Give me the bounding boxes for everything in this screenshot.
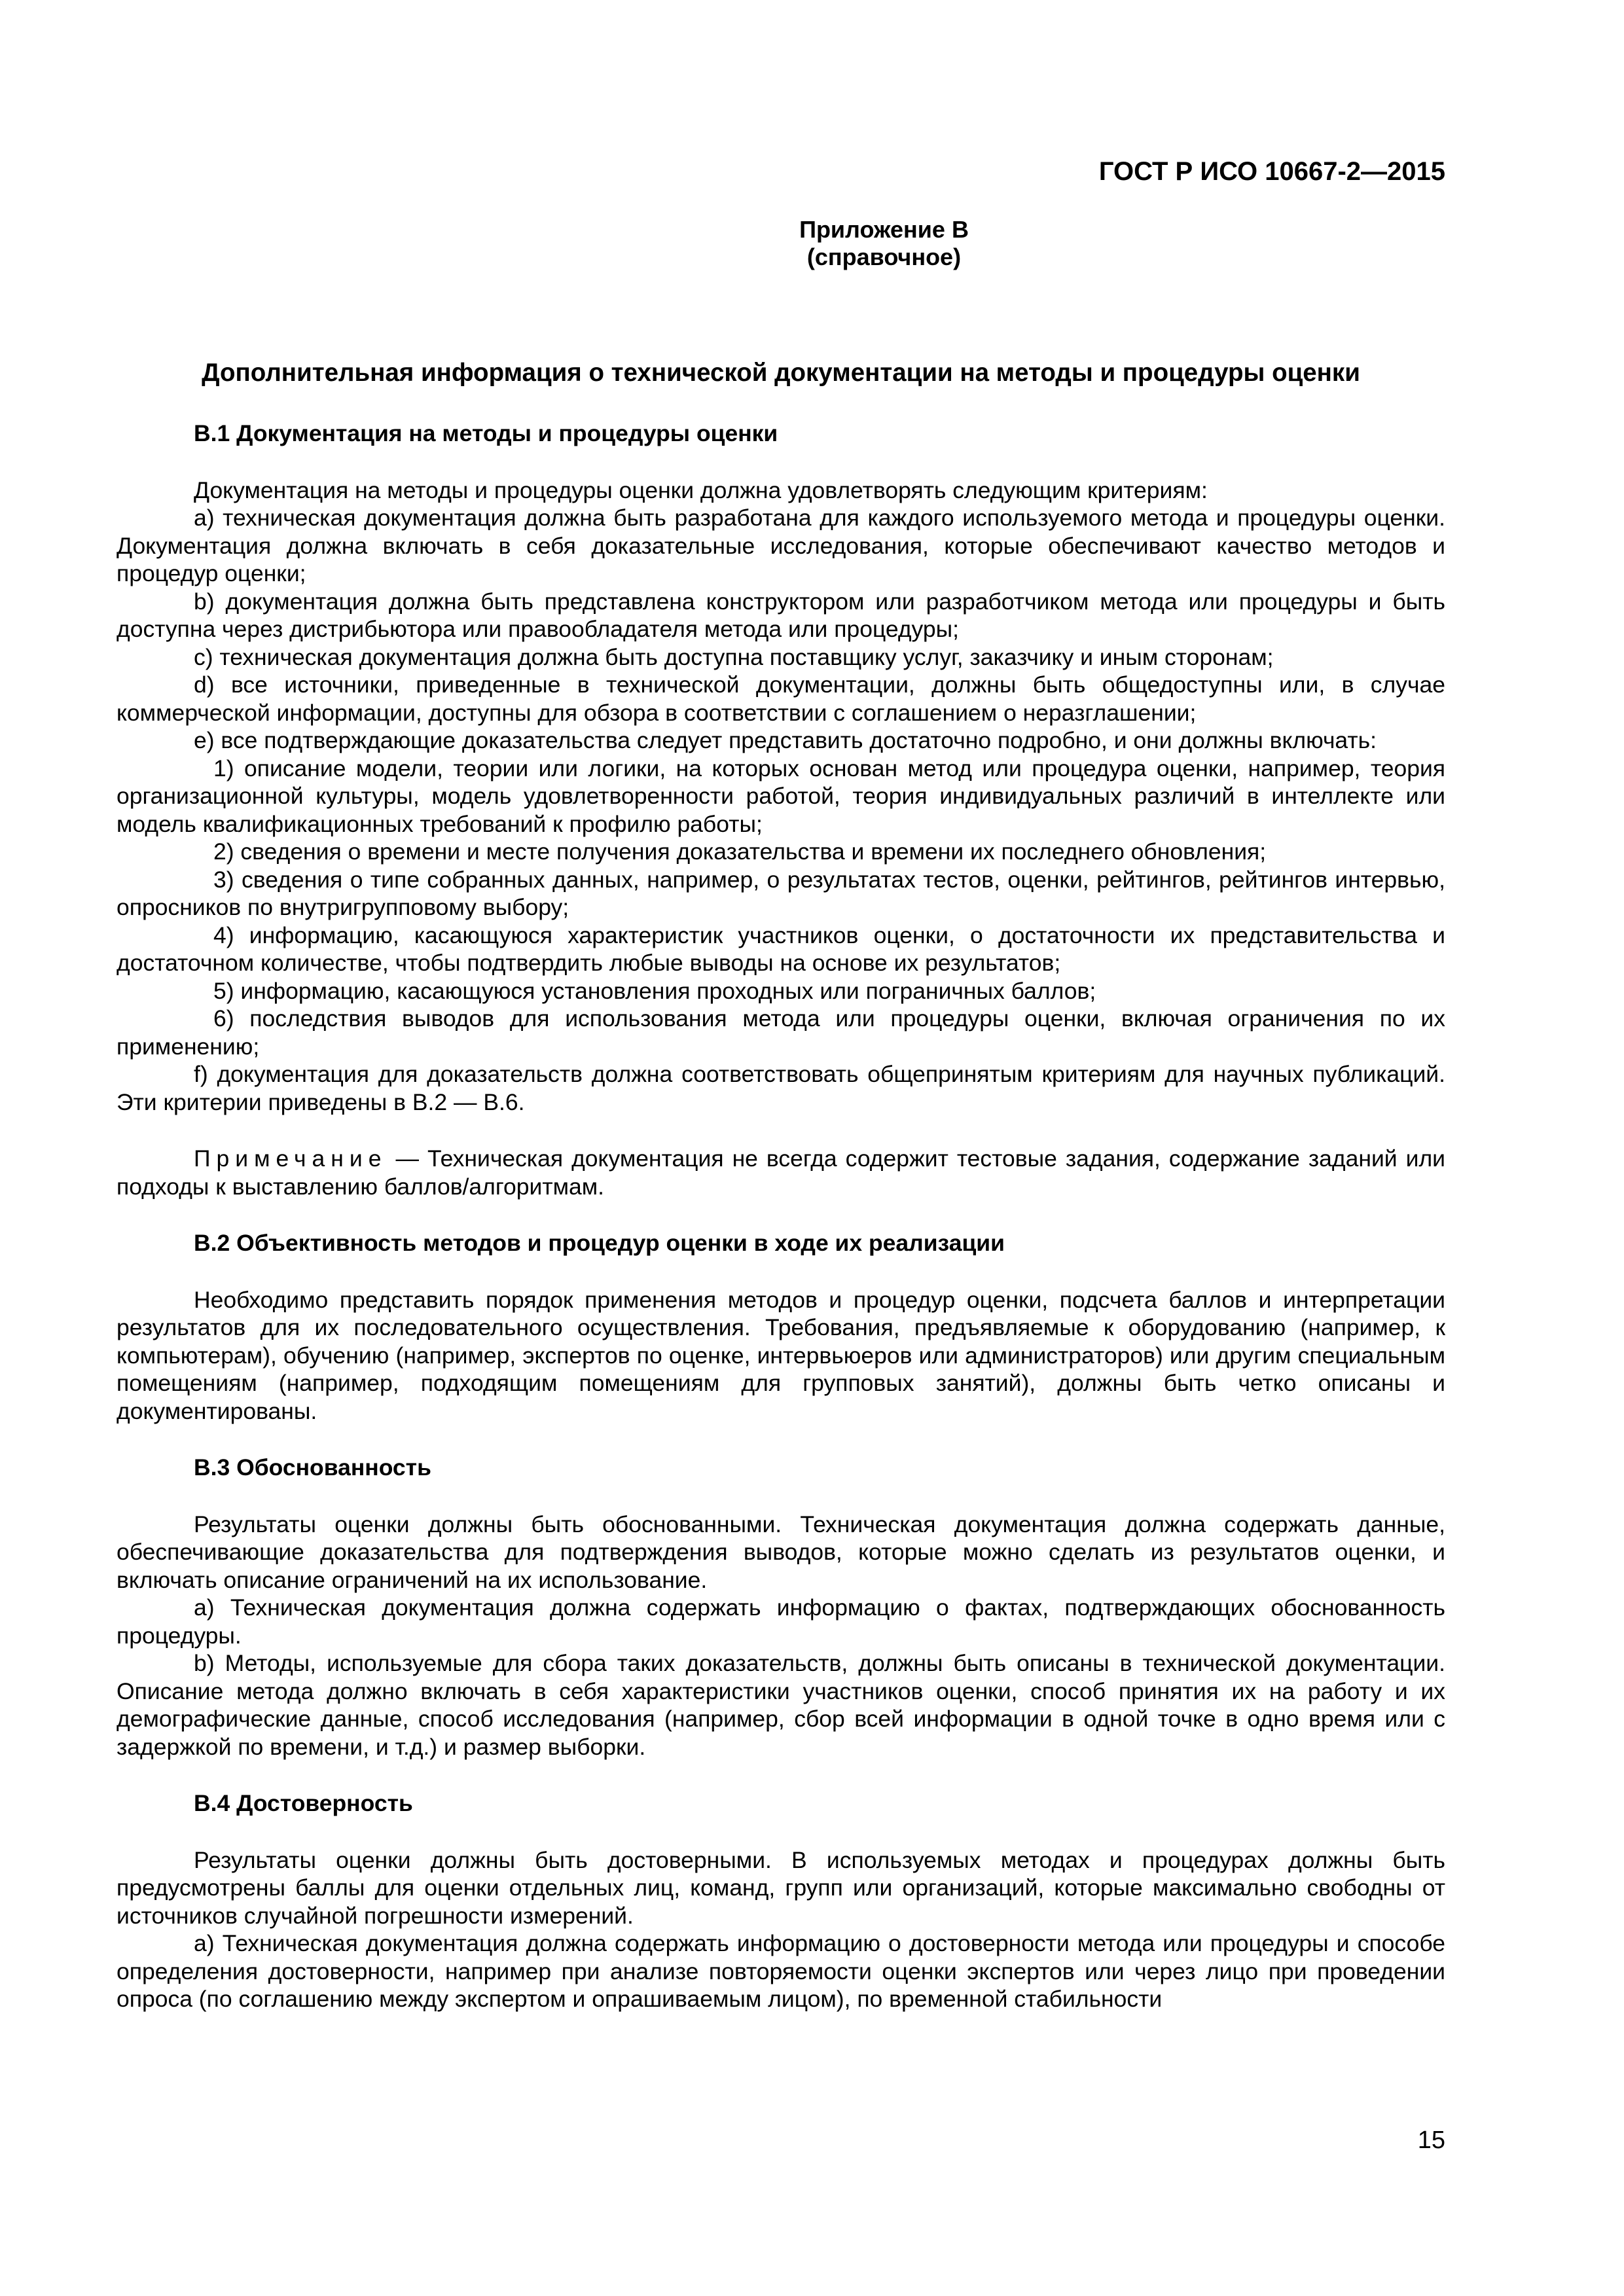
sub-list-item: 2) сведения о времени и месте получения доказательства и времени их последнего обновления;: [213, 838, 1267, 865]
annex-type: (справочное): [806, 243, 962, 270]
list-item: a) Техническая документация должна содержать информацию о достоверности метода или процедуры и способе определения достоверности, например при анализе повторяемости оценки экспертов или через лицо при проведении опроса (по соглашению между экспертом и опрашиваемым лицом), по временной стабильности: [117, 1930, 1445, 2012]
sub-list-item: 1) описание модели, теории или логики, на которых основан метод или процедура оценки, например, теория организационной культуры, модель удовлетворенности работой, теория индивидуальных различий в интеллекте или модель квалификационных требований к профилю работы;: [117, 755, 1445, 837]
paragraph: Документация на методы и процедуры оценки должна удовлетворять следующим критериям:: [194, 476, 1208, 503]
paragraph: Необходимо представить порядок применения методов и процедур оценки, подсчета баллов и интерпретации результатов для их последовательного осуществления. Требования, предъявляемые к оборудованию (например, к компьютерам), обучению (например, экспертов по оценке, интервьюеров или администраторов) или другим специальным помещениям (например, подходящим помещениям для групповых занятий), должны быть четко описаны и документированы.: [117, 1286, 1445, 1424]
paragraph: Результаты оценки должны быть достоверными. В используемых методах и процедурах должны быть предусмотрены баллы для оценки отдельных лиц, команд, групп или организаций, которые максимально свободны от источников случайной погрешности измерений.: [117, 1846, 1445, 1929]
paragraph: Результаты оценки должны быть обоснованными. Техническая документация должна содержать данные, обеспечивающие доказательства для подтверждения выводов, которые можно сделать из результатов оценки, и включать описание ограничений на их использование.: [117, 1511, 1445, 1593]
list-item: b) документация должна быть представлена конструктором или разработчиком метода или процедуры и быть доступна через дистрибьютора или правообладателя метода или процедуры;: [117, 588, 1445, 642]
list-item: a) Техническая документация должна содержать информацию о фактах, подтверждающих обоснованность процедуры.: [117, 1594, 1445, 1649]
section-b4-heading: В.4 Достоверность: [194, 1790, 413, 1816]
list-item: c) техническая документация должна быть доступна поставщику услуг, заказчику и иным сторонам;: [194, 643, 1274, 670]
page-number: 15: [1417, 2126, 1445, 2154]
list-item: a) техническая документация должна быть разработана для каждого используемого метода и процедуры оценки. Документация должна включать в себя доказательные исследования, которые обеспечивают качество методов и процедур оценки;: [117, 505, 1445, 586]
document-code: ГОСТ Р ИСО 10667-2—2015: [1098, 157, 1445, 186]
sub-list-item: 5) информацию, касающуюся установления проходных или пограничных баллов;: [213, 977, 1096, 1004]
list-item: d) все источники, приведенные в технической документации, должны быть общедоступны или, в случае коммерческой информации, доступны для обзора в соответствии с соглашением о неразглашении;: [117, 672, 1445, 726]
annex-title: [0, 216, 1624, 271]
section-b2-heading: В.2 Объективность методов и процедур оценки в ходе их реализации: [194, 1230, 1005, 1256]
list-item: b) Методы, используемые для сбора таких доказательств, должны быть описаны в технической документации. Описание метода должно включать в себя характеристики участников оценки, способ принятия их на работу и их демографические данные, способ исследования (например, сбор всей информации в одной точке в одно время или с задержкой по времени, и т.д.) и размер выборки.: [117, 1650, 1445, 1760]
note-label: Примечание: [194, 1145, 388, 1172]
list-item: e) все подтверждающие доказательства следует представить достаточно подробно, и они должны включать:: [194, 727, 1377, 753]
sub-list-item: 6) последствия выводов для использования метода или процедуры оценки, включая ограничения по их применению;: [117, 1005, 1445, 1060]
document-body: [117, 420, 1445, 2013]
sub-list-item: 4) информацию, касающуюся характеристик участников оценки, о достаточности их представительства и достаточном количестве, чтобы подтвердить любые выводы на основе их результатов;: [117, 922, 1445, 976]
list-item: f) документация для доказательств должна соответствовать общепринятым критериям для научных публикаций. Эти критерии приведены в В.2 — В.6.: [117, 1061, 1445, 1115]
sub-list-item: 3) сведения о типе собранных данных, например, о результатах тестов, оценки, рейтингов, рейтингов интервью, опросников по внутригрупповому выбору;: [117, 866, 1445, 920]
annex-heading: Дополнительная информация о технической документации на методы и процедуры оценки: [202, 359, 1360, 387]
annex-label: Приложение В: [799, 216, 969, 243]
note-text: — Техническая документация не всегда содержит тестовые задания, содержание заданий или подходы к выставлению баллов/алгоритмам.: [117, 1145, 1445, 1200]
section-b3-heading: В.3 Обоснованность: [194, 1454, 431, 1480]
section-b1-heading: В.1 Документация на методы и процедуры оценки: [194, 420, 778, 446]
note: [117, 1145, 1445, 1200]
